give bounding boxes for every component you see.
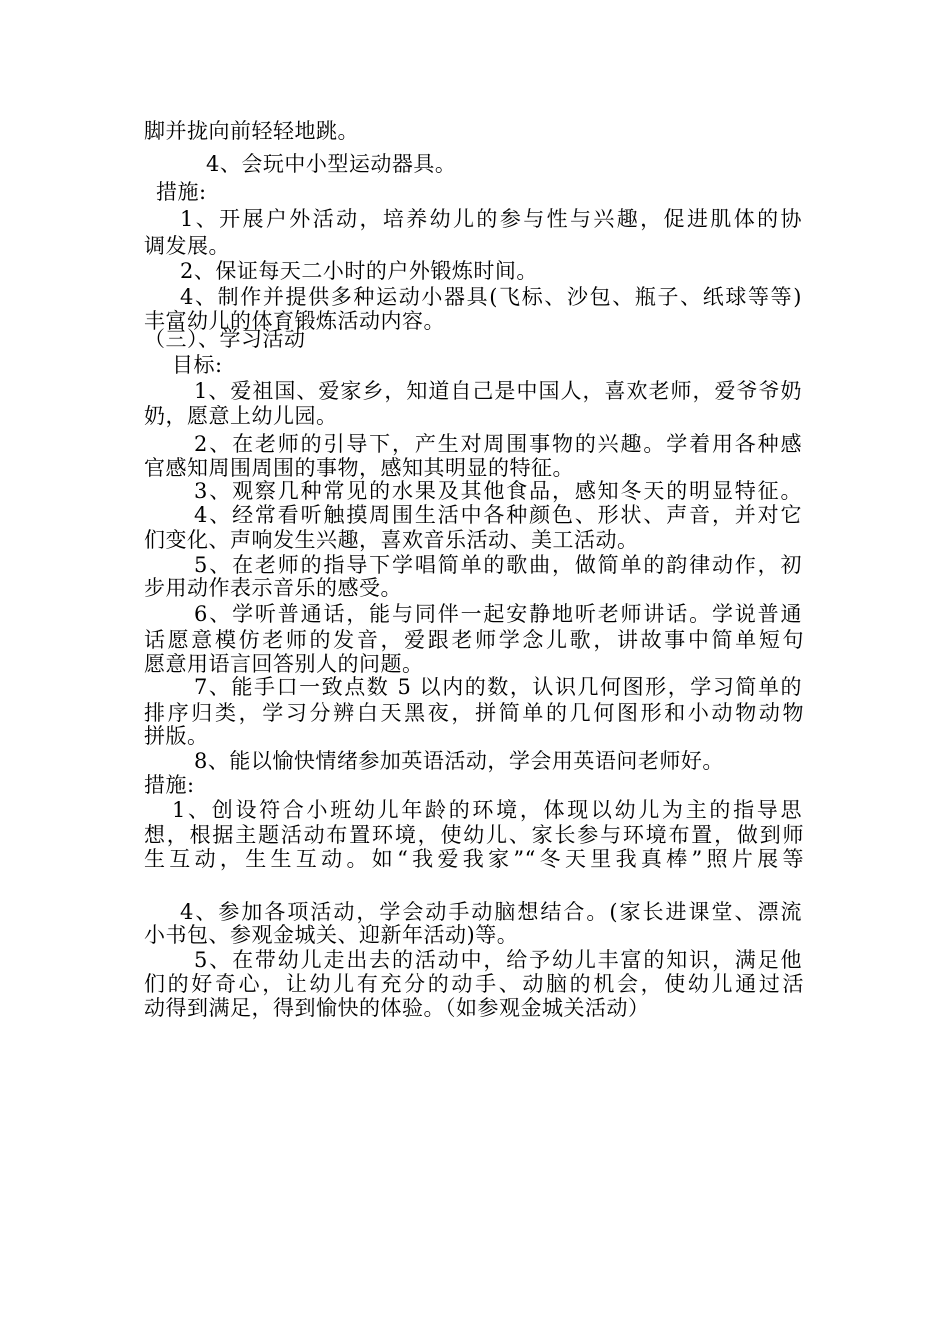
goal-item: 2、在老师的引导下，产生对周围事物的兴趣。学着用各种感 [194, 432, 802, 456]
measure-item: 1、开展户外活动，培养幼儿的参与性与兴趣，促进肌体的协 [180, 207, 802, 231]
goal-item-cont: 话愿意模仿老师的发音，爱跟老师学念儿歌，讲故事中简单短句 [144, 628, 804, 652]
measure-item: 2、保证每天二小时的户外锻炼时间。 [180, 259, 538, 283]
measure-item-cont: 调发展。 [144, 234, 230, 258]
measures-label: 措施: [144, 773, 195, 797]
goals-label: 目标: [172, 353, 223, 377]
goal-item: 4、会玩中小型运动器具。 [206, 152, 457, 176]
goal-item: 8、能以愉快情绪参加英语活动，学会用英语问老师好。 [194, 749, 724, 773]
measure-item: 4、制作并提供多种运动小器具(飞标、沙包、瓶子、纸球等等) [180, 285, 802, 309]
measure-item-cont: 们的好奇心，让幼儿有充分的动手、动脑的机会，使幼儿通过活 [144, 972, 804, 996]
goal-item: 5、在老师的指导下学唱简单的歌曲，做简单的韵律动作，初 [194, 553, 802, 577]
text-line: 脚并拢向前轻轻地跳。 [144, 119, 359, 143]
measure-item-cont: 丰富幼儿的体育锻炼活动内容。 [144, 309, 445, 333]
measure-item: 4、参加各项活动，学会动手动脑想结合。(家长进课堂、漂流 [180, 900, 802, 924]
section-heading: （三）、学习活动 [144, 327, 306, 351]
goal-item-cont: 们变化、声响发生兴趣，喜欢音乐活动、美工活动。 [144, 528, 639, 552]
measure-item: 5、在带幼儿走出去的活动中，给予幼儿丰富的知识，满足他 [194, 948, 802, 972]
goal-item-cont: 奶，愿意上幼儿园。 [144, 404, 338, 428]
goal-item: 4、经常看听触摸周围生活中各种颜色、形状、声音，并对它 [194, 503, 802, 527]
goal-item: 3、观察几种常见的水果及其他食品，感知冬天的明显特征。 [194, 479, 802, 503]
goal-item: 7、能手口一致点数 5 以内的数，认识几何图形，学习简单的 [194, 675, 802, 699]
goal-item-cont: 排序归类，学习分辨白天黑夜，拼简单的几何图形和小动物动物 [144, 701, 804, 725]
goal-item: 6、学听普通话，能与同伴一起安静地听老师讲话。学说普通 [194, 602, 802, 626]
measure-item-cont: 想，根据主题活动布置环境，使幼儿、家长参与环境布置，做到师 [144, 823, 804, 847]
measure-item-cont: 生互动，生生互动。如“我爱我家”“冬天里我真棒”照片展等 [144, 847, 804, 871]
measure-item: 1、创设符合小班幼儿年龄的环境，体现以幼儿为主的指导思 [172, 798, 802, 822]
measure-item-cont: 动得到满足，得到愉快的体验。（如参观金城关活动） [144, 996, 650, 1020]
goal-item: 1、爱祖国、爱家乡，知道自己是中国人，喜欢老师，爱爷爷奶 [194, 379, 802, 403]
goal-item-cont: 拼版。 [144, 724, 209, 748]
measures-label: 措施: [156, 180, 207, 204]
goal-item-cont: 官感知周围周围的事物，感知其明显的特征。 [144, 456, 574, 480]
goal-item-cont: 步用动作表示音乐的感受。 [144, 576, 402, 600]
measure-item-cont: 小书包、参观金城关、迎新年活动)等。 [144, 923, 519, 947]
goal-item-cont: 愿意用语言回答别人的问题。 [144, 652, 424, 676]
